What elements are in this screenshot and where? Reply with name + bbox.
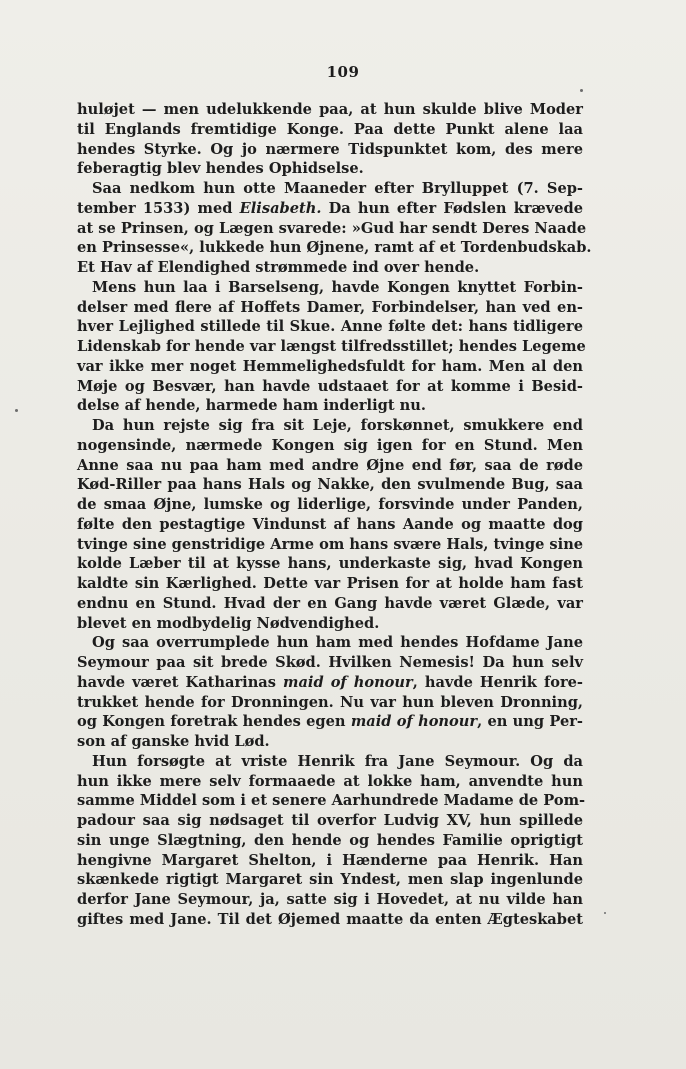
text-line: tvinge sine genstridige Arme om hans svære Hals, tvinge sine	[77, 535, 584, 553]
print-speck-mark	[604, 912, 606, 914]
text-line: skænkede rigtigt Margaret sin Yndest, men slap ingenlunde	[77, 871, 583, 889]
text-line: tember 1533) med Elisabeth. Da hun efter Fødslen krævede	[77, 199, 583, 217]
text-line: huløjet — men udelukkende paa, at hun skulde blive Moder	[77, 101, 583, 118]
text-line: padour saa sig nødsaget til overfor Ludvig XV, hun spillede	[77, 812, 583, 829]
text-line: Et Hav af Elendighed strømmede ind over hende.	[77, 259, 480, 276]
text-line: de smaa Øjne, lumske og liderlige, forsvinde under Panden,	[77, 496, 583, 513]
text-line: og Kongen foretrak hendes egen maid of honour, en ung Per-	[77, 713, 583, 731]
text-line: delser med flere af Hoffets Damer, Forbindelser, han ved en-	[77, 298, 583, 316]
text-line: trukket hende for Dronningen. Nu var hun bleven Dronning,	[77, 693, 583, 711]
text-line: Da hun rejste sig fra sit Leje, forskønnet, smukkere end	[92, 417, 583, 434]
text-line: son af ganske hvid Lød.	[77, 733, 270, 750]
text-line: Anne saa nu paa ham med andre Øjne end før, saa de røde	[77, 456, 583, 474]
text-line: følte den pestagtige Vindunst af hans Aande og maatte dog	[77, 515, 583, 533]
text-line: havde været Katharinas maid of honour, havde Henrik fore-	[77, 673, 583, 691]
text-line: Saa nedkom hun otte Maaneder efter Brylluppet (7. Sep-	[92, 180, 583, 197]
text-line: giftes med Jane. Til det Øjemed maatte da enten Ægteskabet	[77, 910, 583, 928]
text-line: til Englands fremtidige Konge. Paa dette Punkt alene laa	[77, 120, 583, 138]
print-speck-mark	[15, 409, 18, 412]
text-line: hendes Styrke. Og jo nærmere Tidspunktet kom, des mere	[77, 140, 583, 158]
text-line: hver Lejlighed stillede til Skue. Anne følte det: hans tidligere	[77, 318, 583, 336]
text-line: Kød-Riller paa hans Hals og Nakke, den svulmende Bug, saa	[77, 476, 583, 494]
text-line: blevet en modbydelig Nødvendighed.	[77, 614, 380, 632]
text-line: sin unge Slægtning, den hende og hendes Familie oprigtigt	[77, 831, 583, 849]
text-line: kaldte sin Kærlighed. Dette var Prisen for at holde ham fast	[77, 575, 583, 592]
text-line: Mens hun laa i Barselseng, havde Kongen knyttet Forbin-	[92, 278, 583, 296]
text-line: var ikke mer noget Hemmelighedsfuldt for ham. Men al den	[77, 357, 583, 375]
text-line: derfor Jane Seymour, ja, satte sig i Hovedet, at nu vilde han	[77, 891, 583, 908]
body-text	[77, 100, 592, 930]
text-line: delse af hende, harmede ham inderligt nu.	[77, 397, 426, 415]
text-line: nogensinde, nærmede Kongen sig igen for en Stund. Men	[77, 436, 583, 454]
text-line: feberagtig blev hendes Ophidselse.	[77, 160, 364, 178]
text-line: Møje og Besvær, han havde udstaaet for at komme i Besid-	[77, 377, 583, 395]
text-line: hun ikke mere selv formaaede at lokke ham, anvendte hun	[77, 772, 583, 790]
text-line: Og saa overrumplede hun ham med hendes Hofdame Jane	[92, 634, 583, 652]
text-line: en Prinsesse«, lukkede hun Øjnene, ramt af et Tordenbudskab.	[77, 239, 592, 257]
text-line: Lidenskab for hende var længst tilfredsstillet; hendes Legeme	[77, 338, 586, 355]
print-speck-mark	[580, 89, 583, 92]
text-line: kolde Læber til at kysse hans, underkaste sig, hvad Kongen	[77, 555, 583, 573]
text-line: hengivne Margaret Shelton, i Hænderne paa Henrik. Han	[77, 851, 583, 869]
text-line: endnu en Stund. Hvad der en Gang havde været Glæde, var	[77, 594, 583, 612]
text-line: samme Middel som i et senere Aarhundrede Madame de Pom-	[77, 792, 586, 810]
text-line: at se Prinsen, og Lægen svarede: »Gud har sendt Deres Naade	[77, 219, 587, 237]
page-number: 109	[326, 63, 360, 81]
text-line: Seymour paa sit brede Skød. Hvilken Nemesis! Da hun selv	[77, 654, 583, 671]
text-line: Hun forsøgte at vriste Henrik fra Jane Seymour. Og da	[92, 752, 583, 770]
